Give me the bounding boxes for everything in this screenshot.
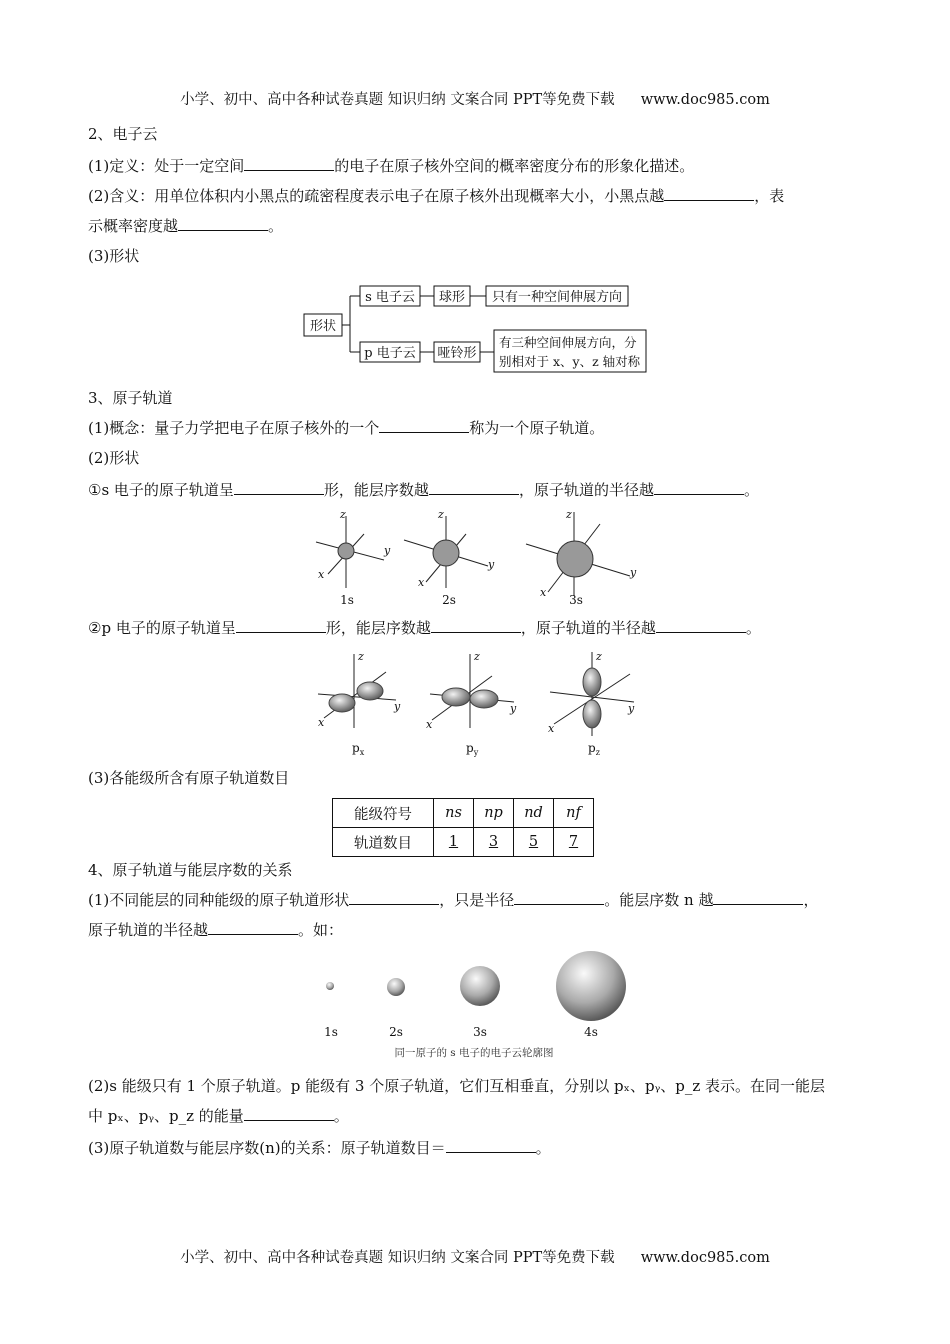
answer-blank[interactable] (431, 618, 521, 633)
electron-cloud-shape-diagram (300, 282, 650, 374)
answer-blank[interactable] (234, 480, 324, 495)
px-lobe-left (329, 694, 355, 712)
s-label-3s: 3s (569, 593, 583, 607)
axis-z-label: z (596, 650, 602, 663)
table-header-cell: nf (554, 799, 594, 828)
s3-s-b: 形，能层序数越 (323, 481, 429, 499)
px-lobe-right (357, 682, 383, 700)
p-desc-line-2: 别相对于 x、y、z 轴对称 (499, 354, 641, 369)
s-label-1s: 1s (340, 593, 354, 607)
table-header-cell: ns (434, 799, 474, 828)
axis-y-label: y (630, 566, 637, 579)
p-orbitals-figure (310, 648, 650, 758)
pz-lobe-top (583, 668, 601, 696)
s4-r4-b: 。 (333, 1107, 349, 1125)
answer-blank[interactable] (664, 186, 754, 201)
s3-p-d: 。 (745, 619, 761, 637)
p-label-z: $p_z$ (588, 741, 600, 757)
page-footer (0, 1246, 950, 1267)
s3-concept-b: 称为一个原子轨道。 (469, 419, 605, 437)
s3-s-a: ①s 电子的原子轨道呈 (88, 481, 234, 499)
axis-z-label: z (340, 508, 346, 521)
s4-r1-a: (1)不同能层的同种能级的原子轨道形状 (88, 891, 350, 909)
orbital-2s-sphere (433, 540, 459, 566)
table-row (333, 799, 594, 828)
s4-relation-5 (88, 1138, 551, 1158)
table-cell: 轨道数目 (333, 828, 434, 857)
s4-r5-b: 。 (535, 1139, 551, 1157)
answer-blank[interactable] (244, 1106, 334, 1121)
s3-s-c: ，原子轨道的半径越 (518, 481, 654, 499)
answer-blank[interactable] (349, 890, 439, 905)
axis-y-label: y (394, 700, 401, 713)
py-lobe-right (470, 690, 498, 708)
s-label-2s: 2s (442, 593, 456, 607)
s4-r1-c: 。能层序数 n 越 (604, 891, 714, 909)
sphere-label-2s: 2s (389, 1025, 403, 1039)
section-3-title: 3、原子轨道 (88, 389, 173, 407)
spheres-caption: 同一原子的 s 电子的电子云轮廓图 (394, 1047, 554, 1059)
s3-p-orbital-text (88, 618, 761, 638)
answer-blank[interactable] (654, 480, 744, 495)
sphere-2s (387, 978, 405, 996)
s3-p-a: ②p 电子的原子轨道呈 (88, 619, 236, 637)
section-4-title: 4、原子轨道与能层序数的关系 (88, 861, 293, 879)
answer-blank[interactable] (236, 618, 326, 633)
s3-count-title: (3)各能级所含有原子轨道数目 (88, 769, 290, 787)
header-site[interactable]: www.doc985.com (640, 92, 770, 108)
s2-def-a: (1)定义：处于一定空间 (88, 157, 245, 175)
axis-z-label: z (566, 508, 572, 521)
s4-r2-b: 。如： (298, 921, 344, 939)
axis-z-label: z (358, 650, 364, 663)
answer-blank[interactable] (446, 1138, 536, 1153)
s3-concept (88, 418, 604, 438)
s2-mean-d: 。 (268, 217, 284, 235)
orbital-count-table (332, 798, 594, 857)
s2-mean-a: (2)含义：用单位体积内小黑点的疏密程度表示电子在原子核外出现概率大小，小黑点越 (88, 187, 665, 205)
table-header-cell: 能级符号 (333, 799, 434, 828)
p-label-y: $p_y$ (466, 741, 479, 757)
axis-y-label: y (628, 702, 635, 715)
s2-mean-b: ，表 (754, 187, 785, 205)
s2-definition (88, 156, 694, 176)
axis-x-label: x (418, 576, 425, 589)
s3-s-orbital-text (88, 480, 759, 500)
diagram-root-label: 形状 (309, 319, 337, 334)
s2-mean-c: 示概率密度越 (88, 217, 179, 235)
axis-y-label: y (488, 558, 495, 571)
p-cloud-label: p 电子云 (364, 346, 416, 361)
answer-blank[interactable] (656, 618, 746, 633)
s2-def-b: 的电子在原子核外空间的概率密度分布的形象化描述。 (334, 157, 695, 175)
s-desc-label: 只有一种空间伸展方向 (491, 290, 623, 305)
s4-relation-1 (88, 890, 818, 910)
s-cloud-label: s 电子云 (365, 290, 415, 305)
s4-relation-4 (88, 1106, 349, 1126)
axis-z-label: z (474, 650, 480, 663)
s4-r1-b: ，只是半径 (439, 891, 515, 909)
p-desc-line-1: 有三种空间伸展方向，分 (499, 335, 637, 350)
s4-r5-a: (3)原子轨道数与能层序数(n)的关系：原子轨道数目＝ (88, 1139, 446, 1157)
axis-x-label: x (318, 568, 325, 581)
axis-x-label: x (540, 586, 547, 599)
s4-relation-3: (2)s 能级只有 1 个原子轨道。p 能级有 3 个原子轨道，它们互相垂直，分别以 pₓ、pᵧ、p_z 表示。在同一能层 (88, 1077, 825, 1095)
s3-shape-label: (2)形状 (88, 449, 140, 467)
page-header (0, 88, 950, 109)
s3-concept-a: (1)概念：量子力学把电子在原子核外的一个 (88, 419, 380, 437)
sphere-3s (460, 966, 500, 1006)
s2-meaning-cont (88, 216, 283, 236)
s4-r1-d: ， (803, 891, 819, 909)
axis-x-label: x (318, 716, 325, 729)
sphere-4s (556, 951, 626, 1021)
table-cell: 3 (474, 828, 514, 857)
answer-blank[interactable] (713, 890, 803, 905)
orbital-3s-sphere (557, 541, 593, 577)
orbital-1s-sphere (338, 543, 354, 559)
s4-r4-a: 中 pₓ、pᵧ、p_z 的能量 (88, 1107, 244, 1125)
axis-y-label: y (384, 544, 391, 557)
table-cell: 1 (434, 828, 474, 857)
s4-relation-2 (88, 920, 343, 940)
axis-y-label: y (510, 702, 517, 715)
footer-site[interactable]: www.doc985.com (640, 1250, 770, 1266)
table-cell: 7 (554, 828, 594, 857)
s-cloud-spheres-figure (310, 946, 640, 1064)
axis-x-label: x (426, 718, 433, 731)
py-lobe-left (442, 688, 470, 706)
axis-x-label: x (548, 722, 555, 735)
axis-z-label: z (438, 508, 444, 521)
pz-lobe-bottom (583, 700, 601, 728)
s3-s-d: 。 (743, 481, 759, 499)
s4-r2-a: 原子轨道的半径越 (88, 921, 209, 939)
s2-shape-label: (3)形状 (88, 247, 140, 265)
table-cell: 5 (514, 828, 554, 857)
p-label-x: $p_x$ (352, 741, 365, 757)
s2-meaning (88, 186, 784, 206)
s-orbitals-figure (300, 508, 650, 608)
answer-blank[interactable] (379, 418, 469, 433)
s3-p-c: ，原子轨道的半径越 (520, 619, 656, 637)
s3-p-b: 形，能层序数越 (325, 619, 431, 637)
answer-blank[interactable] (208, 920, 298, 935)
sphere-1s (326, 982, 334, 990)
table-header-cell: np (474, 799, 514, 828)
sphere-label-4s: 4s (584, 1025, 598, 1039)
answer-blank[interactable] (178, 216, 268, 231)
answer-blank[interactable] (514, 890, 604, 905)
answer-blank[interactable] (429, 480, 519, 495)
answer-blank[interactable] (244, 156, 334, 171)
s-shape-label: 球形 (438, 290, 466, 305)
p-shape-label: 哑铃形 (437, 346, 477, 361)
footer-text: 小学、初中、高中各种试卷真题 知识归纳 文案合同 PPT等免费下载 (180, 1250, 615, 1266)
header-text: 小学、初中、高中各种试卷真题 知识归纳 文案合同 PPT等免费下载 (180, 92, 615, 108)
sphere-label-3s: 3s (473, 1025, 487, 1039)
table-header-cell: nd (514, 799, 554, 828)
table-row (333, 828, 594, 857)
section-2-title: 2、电子云 (88, 125, 158, 143)
sphere-label-1s: 1s (324, 1025, 338, 1039)
